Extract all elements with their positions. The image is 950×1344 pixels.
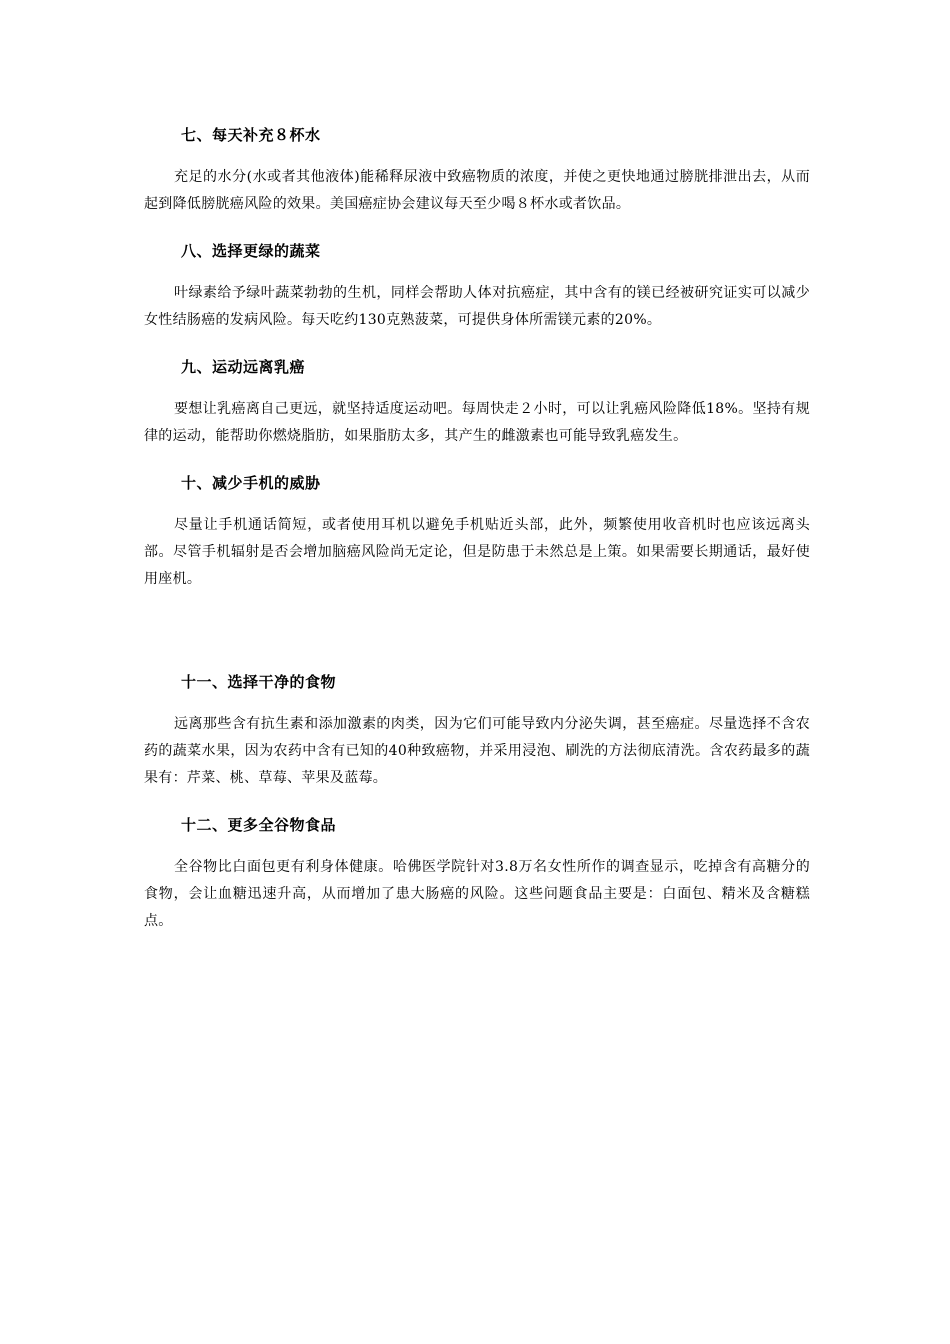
section-paragraph: 全谷物比白面包更有利身体健康。哈佛医学院针对3.8万名女性所作的调查显示，吃掉含有高糖分的食物，会让血糖迅速升高，从而增加了患大肠癌的风险。这些问题食品主要是：白面包、精米及含糖糕点。: [144, 859, 810, 929]
section-heading: 七、每天补充８杯水: [181, 126, 321, 144]
section-paragraph: 远离那些含有抗生素和添加激素的肉类，因为它们可能导致内分泌失调，甚至癌症。尽量选择不含农药的蔬菜水果，因为农药中含有已知的40种致癌物，并采用浸泡、刷洗的方法彻底清洗。含农药最多的蔬果有：芹菜、桃、草莓、苹果及蓝莓。: [144, 716, 810, 786]
section-heading: 十、减少手机的威胁: [181, 474, 321, 492]
section-spacer: [144, 615, 810, 671]
section-clean-food: [144, 671, 810, 792]
section-heading: 十二、更多全谷物食品: [181, 816, 337, 834]
section-whole-grains: [144, 814, 810, 935]
section-water: [144, 124, 810, 218]
section-heading: 九、运动远离乳癌: [181, 358, 306, 376]
document-page: [144, 124, 810, 957]
section-paragraph: 要想让乳癌离自己更远，就坚持适度运动吧。每周快走２小时，可以让乳癌风险降低18%。坚持有规律的运动，能帮助你燃烧脂肪，如果脂肪太多，其产生的雌激素也可能导致乳癌发生。: [144, 401, 810, 444]
section-mobile-phone: [144, 472, 810, 593]
section-heading: 十一、选择干净的食物: [181, 673, 337, 691]
section-exercise: [144, 356, 810, 450]
section-paragraph: 叶绿素给予绿叶蔬菜勃勃的生机，同样会帮助人体对抗癌症，其中含有的镁已经被研究证实可以减少女性结肠癌的发病风险。每天吃约130克熟菠菜，可提供身体所需镁元素的20%。: [144, 285, 810, 328]
section-green-vegetables: [144, 240, 810, 334]
section-heading: 八、选择更绿的蔬菜: [181, 242, 321, 260]
section-paragraph: 尽量让手机通话简短，或者使用耳机以避免手机贴近头部，此外，频繁使用收音机时也应该远离头部。尽管手机辐射是否会增加脑癌风险尚无定论，但是防患于未然总是上策。如果需要长期通话，最好使用座机。: [144, 517, 810, 587]
section-paragraph: 充足的水分(水或者其他液体)能稀释尿液中致癌物质的浓度，并使之更快地通过膀胱排泄出去，从而起到降低膀胱癌风险的效果。美国癌症协会建议每天至少喝８杯水或者饮品。: [144, 169, 810, 212]
